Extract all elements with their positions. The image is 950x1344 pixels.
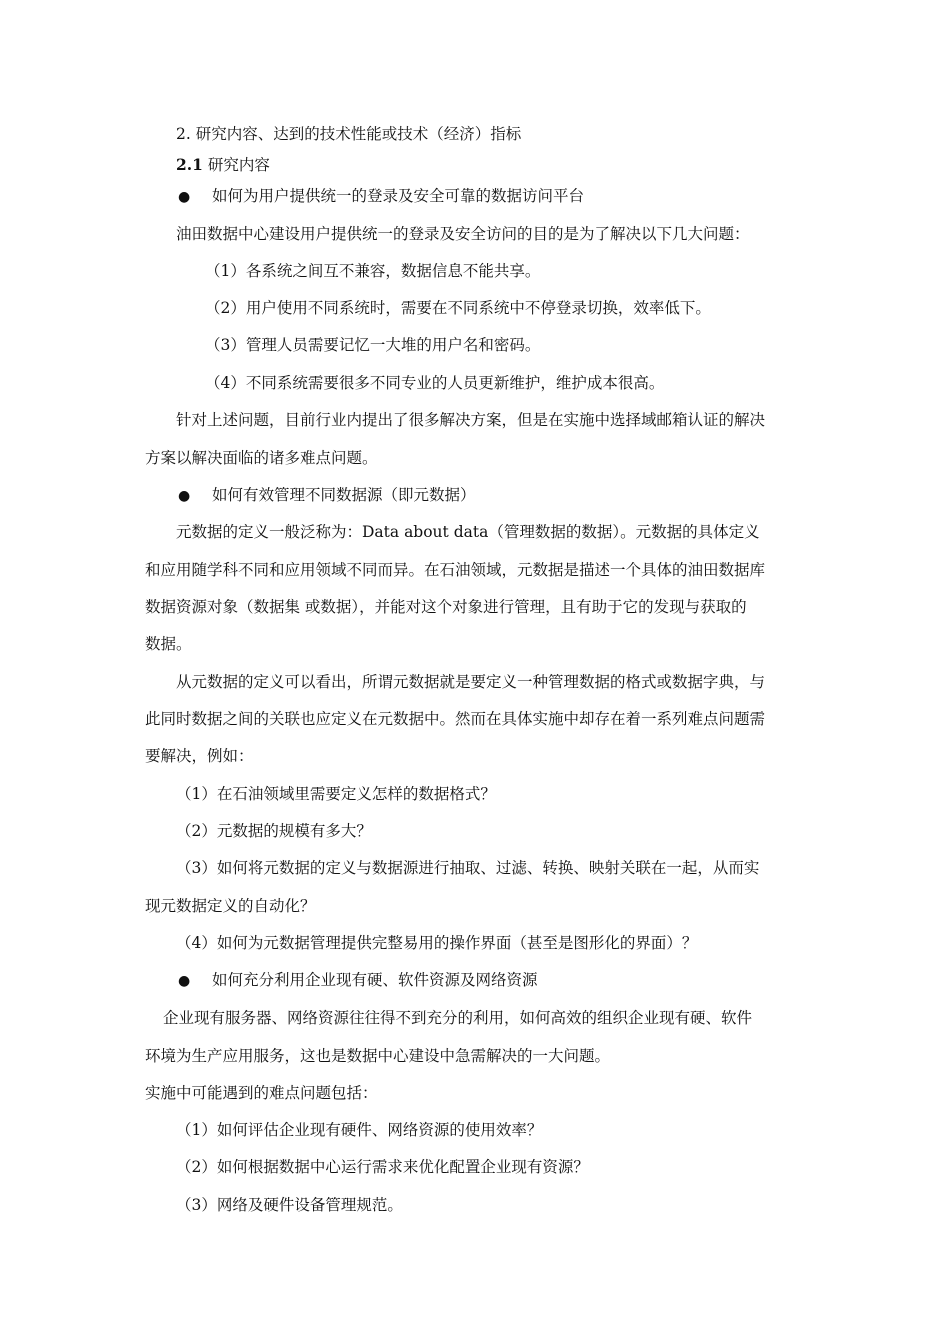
paragraph-line: 要解决，例如： [145,747,254,765]
bullet-icon: ● [178,488,191,504]
list-item: （1）在石油领域里需要定义怎样的数据格式？ [176,785,496,803]
bullet-icon: ● [178,189,191,205]
paragraph-line: 数据。 [145,635,192,653]
list-item: （4）不同系统需要很多不同专业的人员更新维护，维护成本很高。 [205,374,665,392]
subsection-heading [176,155,270,175]
bullet-title-3: 如何充分利用企业现有硬、软件资源及网络资源 [212,971,538,989]
paragraph-line: 企业现有服务器、网络资源往往得不到充分的利用，如何高效的组织企业现有硬、软件 [163,1009,753,1027]
paragraph-line: 数据资源对象（数据集 或数据），并能对这个对象进行管理，且有助于它的发现与获取的 [145,598,747,616]
bullet-icon: ● [178,973,191,989]
paragraph-line: 环境为生产应用服务，这也是数据中心建设中急需解决的一大问题。 [145,1047,611,1065]
section-heading: 2. 研究内容、达到的技术性能或技术（经济）指标 [176,125,522,143]
list-item: （1）如何评估企业现有硬件、网络资源的使用效率？ [176,1121,543,1139]
list-item: （2）用户使用不同系统时，需要在不同系统中不停登录切换，效率低下。 [205,299,711,317]
paragraph-line: 此同时数据之间的关联也应定义在元数据中。然而在具体实施中却存在着一系列难点问题需 [145,710,766,728]
paragraph-line: 方案以解决面临的诸多难点问题。 [145,449,378,467]
paragraph-line: 针对上述问题，目前行业内提出了很多解决方案，但是在实施中选择域邮箱认证的解决 [176,411,766,429]
subsection-number: 2.1 [176,155,203,174]
list-item: （3）管理人员需要记忆一大堆的用户名和密码。 [205,336,541,354]
list-item: （2）元数据的规模有多大？ [176,822,372,840]
list-item: （4）如何为元数据管理提供完整易用的操作界面（甚至是图形化的界面）？ [176,934,698,952]
paragraph-line: 油田数据中心建设用户提供统一的登录及安全访问的目的是为了解决以下几大问题： [176,225,750,243]
bullet-title-1: 如何为用户提供统一的登录及安全可靠的数据访问平台 [212,187,585,205]
list-item: 现元数据定义的自动化？ [145,897,316,915]
paragraph-line: 从元数据的定义可以看出，所谓元数据就是要定义一种管理数据的格式或数据字典，与 [176,673,766,691]
list-item: （2）如何根据数据中心运行需求来优化配置企业现有资源？ [176,1158,589,1176]
list-item: （1）各系统之间互不兼容，数据信息不能共享。 [205,262,541,280]
paragraph-line: 实施中可能遇到的难点问题包括： [145,1084,378,1102]
list-item: （3）如何将元数据的定义与数据源进行抽取、过滤、转换、映射关联在一起，从而实 [176,859,760,877]
bullet-title-2: 如何有效管理不同数据源（即元数据） [212,486,476,504]
paragraph-line: 和应用随学科不同和应用领域不同而异。在石油领域，元数据是描述一个具体的油田数据库 [145,561,766,579]
paragraph-line: 元数据的定义一般泛称为：Data about data（管理数据的数据）。元数据的具体定义 [176,523,760,541]
list-item: （3）网络及硬件设备管理规范。 [176,1196,403,1214]
subsection-title: 研究内容 [207,156,270,174]
